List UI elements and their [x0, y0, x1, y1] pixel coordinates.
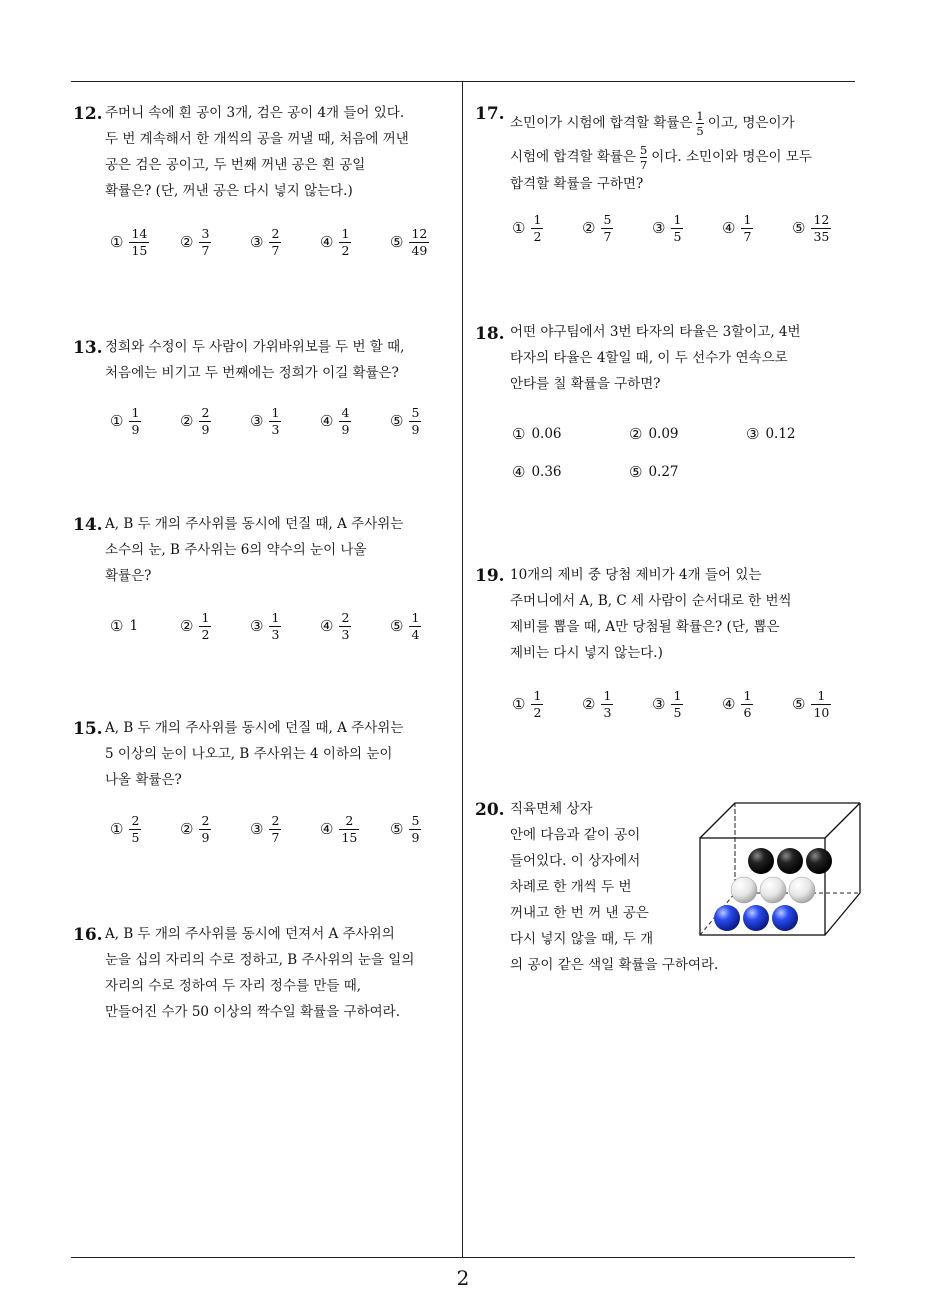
- problem-text: [510, 106, 812, 200]
- choice-mark: ①: [110, 820, 124, 838]
- choice-3[interactable]: [250, 809, 281, 849]
- choice-mark: ④: [320, 820, 334, 838]
- choice-mark: ⑤: [390, 412, 404, 430]
- choice-value: 0.12: [765, 426, 796, 442]
- choice-4[interactable]: [320, 809, 359, 849]
- choice-5[interactable]: [792, 684, 831, 724]
- problem-line: 두 번 계속해서 한 개씩의 공을 꺼낼 때, 처음에 꺼낸: [105, 131, 409, 147]
- fraction: $\frac{14}{15}$: [131, 225, 148, 258]
- problem-line: 10개의 제비 중 당첨 제비가 4개 들어 있는: [510, 567, 762, 583]
- fraction: $\frac{2}{5}$: [131, 812, 140, 845]
- choice-2[interactable]: [180, 809, 211, 849]
- choice-value: 0.36: [531, 464, 562, 480]
- choice-mark: ③: [652, 219, 666, 237]
- fraction: $\frac{1}{3}$: [271, 404, 280, 437]
- problem-line: 주머니에서 A, B, C 세 사람이 순서대로 한 번씩: [510, 593, 792, 609]
- problem-text: [105, 100, 409, 204]
- choice-mark: ③: [250, 412, 264, 430]
- choice-3[interactable]: [250, 222, 281, 262]
- fraction: $\frac{4}{9}$: [341, 404, 350, 437]
- problem-line: 처음에는 비기고 두 번째에는 정희가 이길 확률은?: [105, 365, 399, 381]
- problem-line: 눈을 십의 자리의 수로 정하고, B 주사위의 눈을 일의: [105, 952, 415, 968]
- choice-mark: ①: [512, 219, 526, 237]
- fraction: $\frac{3}{7}$: [201, 225, 210, 258]
- problem-number: 18.: [475, 324, 505, 344]
- fraction: $\frac{5}{7}$: [639, 143, 648, 172]
- choice-mark: ④: [320, 412, 334, 430]
- box-edge: [825, 803, 860, 838]
- choice-1[interactable]: [110, 809, 141, 849]
- choice-mark: ③: [250, 233, 264, 251]
- choice-mark: ②: [180, 617, 194, 635]
- black-ball: [748, 848, 774, 874]
- fraction: $\frac{2}{7}$: [271, 225, 280, 258]
- problem-line: 차례로 한 개씩 두 번: [510, 879, 632, 895]
- choice-4[interactable]: [320, 401, 351, 441]
- fraction: $\frac{5}{7}$: [603, 211, 612, 244]
- problem-line: 다시 넣지 않을 때, 두 개: [510, 931, 654, 947]
- choice-mark: ①: [110, 233, 124, 251]
- problem-line: 타자의 타율은 4할일 때, 이 두 선수가 연속으로: [510, 350, 788, 366]
- choice-value: 1: [129, 618, 139, 634]
- problem-line: 나올 확률은?: [105, 772, 182, 788]
- fraction: $\frac{5}{9}$: [411, 812, 420, 845]
- blue-ball: [772, 905, 798, 931]
- fraction: $\frac{2}{9}$: [201, 812, 210, 845]
- choice-2[interactable]: [582, 684, 613, 724]
- choice-3[interactable]: [250, 606, 281, 646]
- fraction: $\frac{1}{4}$: [411, 609, 420, 642]
- problem-line: 공은 검은 공이고, 두 번째 꺼낸 공은 흰 공일: [105, 157, 366, 173]
- problem-number: 19.: [475, 566, 505, 586]
- choice-4[interactable]: [722, 684, 753, 724]
- choice-4[interactable]: [722, 208, 753, 248]
- choice-5[interactable]: [390, 401, 421, 441]
- choice-2[interactable]: [582, 208, 613, 248]
- black-ball: [777, 848, 803, 874]
- choice-1[interactable]: [512, 684, 543, 724]
- fraction: $\frac{5}{9}$: [411, 404, 420, 437]
- choice-mark: ①: [512, 695, 526, 713]
- fraction: $\frac{12}{49}$: [411, 225, 428, 258]
- fraction: $\frac{1}{2}$: [533, 211, 542, 244]
- choice-mark: ②: [629, 425, 643, 443]
- problem-number: 17.: [475, 104, 505, 124]
- problem-line: 5 이상의 눈이 나오고, B 주사위는 4 이하의 눈이: [105, 746, 393, 762]
- choice-mark: ⑤: [792, 219, 806, 237]
- problem-line: 시험에 합격할 확률은 $\frac{5}{7}$ 이다. 소민이와 명은이 모두: [510, 143, 812, 172]
- black-ball: [806, 848, 832, 874]
- choice-5[interactable]: [629, 452, 679, 492]
- choice-mark: ④: [722, 219, 736, 237]
- fraction: $\frac{2}{7}$: [271, 812, 280, 845]
- choice-1[interactable]: [512, 208, 543, 248]
- problem-line: 확률은? (단, 꺼낸 공은 다시 넣지 않는다.): [105, 183, 353, 199]
- white-ball: [731, 877, 757, 903]
- choice-3[interactable]: [250, 401, 281, 441]
- problem-number: 20.: [475, 800, 505, 820]
- choice-value: 0.06: [531, 426, 562, 442]
- choice-mark: ④: [320, 233, 334, 251]
- choice-1[interactable]: [110, 401, 141, 441]
- blue-ball: [714, 905, 740, 931]
- page-number: 2: [456, 1266, 470, 1290]
- choice-mark: ①: [110, 617, 124, 635]
- choice-mark: ④: [722, 695, 736, 713]
- choice-mark: ③: [250, 617, 264, 635]
- problem-line: 만들어진 수가 50 이상의 짝수일 확률을 구하여라.: [105, 1004, 400, 1020]
- problem-line: 어떤 야구팀에서 3번 타자의 타율은 3할이고, 4번: [510, 324, 801, 340]
- problem-text: [105, 921, 414, 1025]
- fraction: $\frac{1}{7}$: [743, 211, 752, 244]
- choice-3[interactable]: [652, 684, 683, 724]
- fraction: $\frac{1}{2}$: [533, 687, 542, 720]
- problem-number: 15.: [73, 719, 103, 739]
- choice-mark: ⑤: [792, 695, 806, 713]
- choice-mark: ⑤: [390, 820, 404, 838]
- choice-mark: ③: [250, 820, 264, 838]
- choice-5[interactable]: [390, 222, 429, 262]
- fraction: $\frac{2}{15}$: [341, 812, 358, 845]
- choice-mark: ①: [110, 412, 124, 430]
- choice-2[interactable]: [180, 401, 211, 441]
- problem-line: 소민이가 시험에 합격할 확률은 $\frac{1}{5}$ 이고, 명은이가: [510, 109, 795, 138]
- problem-text: [510, 319, 801, 397]
- problem-line: 주머니 속에 흰 공이 3개, 검은 공이 4개 들어 있다.: [105, 105, 405, 121]
- box-diagram: [695, 800, 865, 940]
- choice-1[interactable]: [110, 222, 149, 262]
- fraction: $\frac{2}{3}$: [341, 609, 350, 642]
- problem-line: A, B 두 개의 주사위를 동시에 던져서 A 주사위의: [105, 926, 395, 942]
- problem-line: 합격할 확률을 구하면?: [510, 176, 644, 192]
- problem-line: 직육면체 상자: [510, 801, 593, 817]
- problem-line: 제비를 뽑을 때, A만 당첨될 확률은? (단, 뽑은: [510, 619, 780, 635]
- problem-line: 정희와 수정이 두 사람이 가위바위보를 두 번 할 때,: [105, 339, 405, 355]
- white-balls: [731, 877, 815, 903]
- problem-number: 13.: [73, 338, 103, 358]
- choice-4[interactable]: [320, 222, 351, 262]
- top-rule: [71, 81, 855, 82]
- choice-mark: ②: [180, 820, 194, 838]
- fraction: $\frac{1}{2}$: [201, 609, 210, 642]
- choice-5[interactable]: [390, 809, 421, 849]
- choice-2[interactable]: [180, 222, 211, 262]
- problem-text: [105, 334, 404, 386]
- choice-5[interactable]: [792, 208, 831, 248]
- bottom-rule: [71, 1257, 855, 1258]
- problem-line: 자리의 수로 정하여 두 자리 정수를 만들 때,: [105, 978, 362, 994]
- choice-mark: ②: [582, 219, 596, 237]
- problem-line: 소수의 눈, B 주사위는 6의 약수의 눈이 나올: [105, 542, 367, 558]
- problem-line: A, B 두 개의 주사위를 동시에 던질 때, A 주사위는: [105, 516, 404, 532]
- problem-line: 안에 다음과 같이 공이: [510, 827, 641, 843]
- problem-line: 들어있다. 이 상자에서: [510, 853, 641, 869]
- problem-number: 12.: [73, 104, 103, 124]
- fraction: $\frac{1}{10}$: [813, 687, 830, 720]
- black-balls: [748, 848, 832, 874]
- choice-3[interactable]: [652, 208, 683, 248]
- problem-line: 안타를 칠 확률을 구하면?: [510, 376, 661, 392]
- problem-text: [105, 511, 403, 589]
- choice-mark: ③: [652, 695, 666, 713]
- problem-text: [510, 562, 792, 666]
- problem-line: 꺼내고 한 번 꺼 낸 공은: [510, 905, 649, 921]
- fraction: $\frac{1}{5}$: [673, 687, 682, 720]
- fraction: $\frac{1}{2}$: [341, 225, 350, 258]
- fraction: $\frac{2}{9}$: [201, 404, 210, 437]
- white-ball: [760, 877, 786, 903]
- choice-mark: ②: [180, 233, 194, 251]
- choice-mark: ③: [746, 425, 760, 443]
- choice-mark: ②: [582, 695, 596, 713]
- choice-2[interactable]: [629, 414, 679, 454]
- fraction: $\frac{1}{6}$: [743, 687, 752, 720]
- problem-number: 14.: [73, 515, 103, 535]
- fraction: $\frac{1}{3}$: [603, 687, 612, 720]
- problem-text: [105, 715, 403, 793]
- blue-ball: [743, 905, 769, 931]
- choice-mark: ④: [512, 463, 526, 481]
- box-edge: [825, 893, 860, 935]
- fraction: $\frac{1}{3}$: [271, 609, 280, 642]
- box-edge: [700, 803, 735, 838]
- choice-1[interactable]: [110, 606, 138, 646]
- choice-mark: ⑤: [629, 463, 643, 481]
- choice-mark: ⑤: [390, 233, 404, 251]
- choice-5[interactable]: [390, 606, 421, 646]
- choice-3[interactable]: [746, 414, 796, 454]
- choice-mark: ②: [180, 412, 194, 430]
- choice-mark: ⑤: [390, 617, 404, 635]
- blue-balls: [714, 905, 798, 931]
- choice-value: 0.09: [648, 426, 679, 442]
- choice-value: 0.27: [648, 464, 679, 480]
- white-ball: [789, 877, 815, 903]
- problem-text: [510, 796, 718, 978]
- problem-line: 제비는 다시 넣지 않는다.): [510, 645, 663, 661]
- column-divider: [462, 82, 463, 1257]
- fraction: $\frac{1}{5}$: [696, 109, 704, 138]
- problem-line: 확률은?: [105, 568, 152, 584]
- problem-line: A, B 두 개의 주사위를 동시에 던질 때, A 주사위는: [105, 720, 404, 736]
- problem-line: 의 공이 같은 색일 확률을 구하여라.: [510, 957, 719, 973]
- choice-1[interactable]: [512, 414, 562, 454]
- ball-box-figure: [695, 800, 865, 940]
- choice-4[interactable]: [512, 452, 562, 492]
- choice-2[interactable]: [180, 606, 211, 646]
- choice-4[interactable]: [320, 606, 351, 646]
- fraction: $\frac{12}{35}$: [813, 211, 830, 244]
- choice-mark: ④: [320, 617, 334, 635]
- fraction: $\frac{1}{5}$: [673, 211, 682, 244]
- problem-number: 16.: [73, 925, 103, 945]
- choice-mark: ①: [512, 425, 526, 443]
- fraction: $\frac{1}{9}$: [131, 404, 140, 437]
